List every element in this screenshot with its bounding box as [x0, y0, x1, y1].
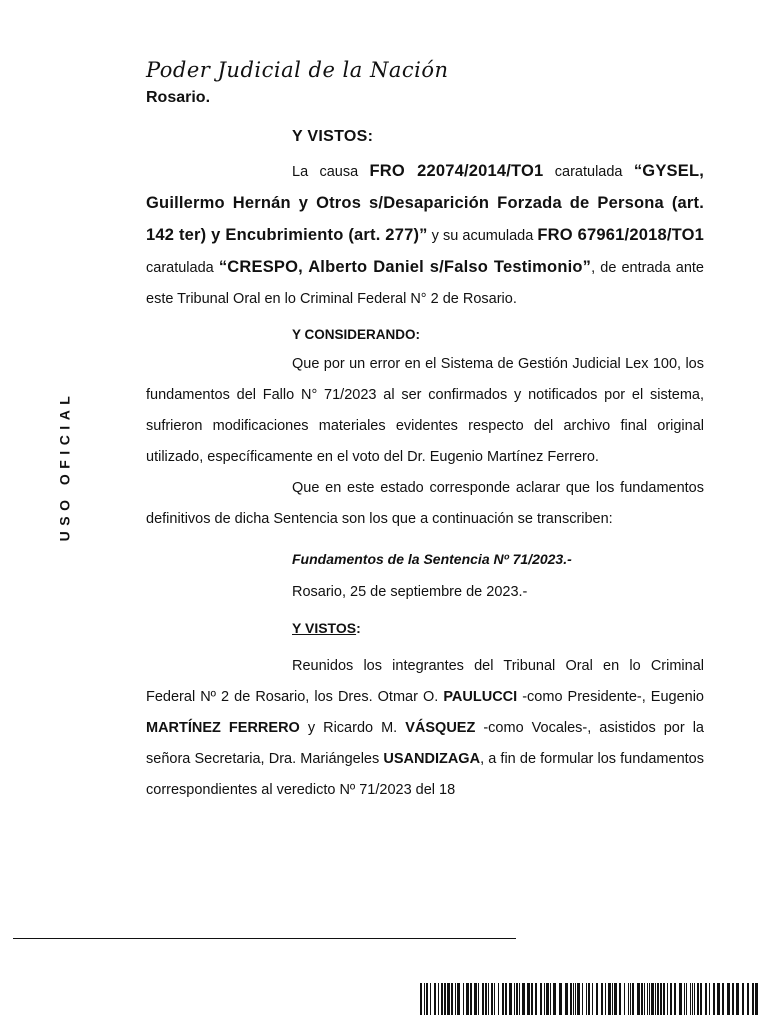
paragraph-aclarar: Que en este estado corresponde aclarar que los fundamentos definitivos de dicha Sentencia son los que a continuación se transcriben:: [146, 480, 704, 527]
secretary-name: USANDIZAGA: [383, 751, 481, 767]
text-run: , a fin de formular los fundamentos correspondientes al veredicto Nº 71/2023 del 18: [146, 751, 704, 798]
city-header: Rosario.: [146, 89, 211, 106]
case-number-2: FRO 67961/2018/TO1: [537, 226, 704, 244]
judge-name: MARTÍNEZ FERRERO: [146, 720, 300, 736]
document-body: [146, 128, 704, 806]
vistos-subheading-colon: :: [356, 620, 361, 636]
text-run: , de entrada ante este Tribunal Oral en lo Criminal Federal N° 2 de Rosario.: [146, 260, 704, 307]
text-run: y Ricardo M.: [299, 720, 406, 736]
judge-name: PAULUCCI: [443, 689, 518, 705]
vistos-subheading-text: Y VISTOS: [292, 620, 357, 636]
text-run: y su acumulada: [427, 228, 538, 244]
considerando-heading: Y CONSIDERANDO:: [292, 327, 421, 342]
vistos-subheading: [292, 620, 704, 636]
paragraph-causa: [146, 156, 704, 315]
vistos-heading: Y VISTOS:: [292, 128, 374, 145]
text-run: caratulada: [543, 164, 634, 180]
case-title-2: “CRESPO, Alberto Daniel s/Falso Testimonio”: [218, 258, 592, 276]
case-number-1: FRO 22074/2014/TO1: [369, 162, 544, 180]
fundamentos-heading: Fundamentos de la Sentencia Nº 71/2023.-: [292, 551, 572, 567]
paragraph-error: Que por un error en el Sistema de Gestión Judicial Lex 100, los fundamentos del Fallo N° 71/2023 al ser confirmados y notificados por el sistema, sufrieron modificaciones materiales evidentes respecto del archivo final original utilizado, específicamente en el voto del Dr. Eugenio Martínez Ferrero.: [146, 356, 704, 465]
text-run: Reunidos los integrantes del Tribunal Oral en lo Criminal Federal Nº 2 de Rosario, los Dres. Otmar O.: [146, 658, 704, 705]
case-title-1: “GYSEL, Guillermo Hernán y Otros s/Desaparición Forzada de Persona (art. 142 ter) y Encubrimiento (art. 277)”: [146, 162, 705, 244]
text-run: caratulada: [146, 260, 219, 276]
footer-divider: [13, 938, 516, 939]
paragraph-reunidos: [146, 651, 704, 806]
barcode-icon: [420, 983, 760, 1015]
text-run: La causa: [292, 164, 370, 180]
institution-header: Poder Judicial de la Nación: [146, 58, 449, 82]
official-use-stamp: [49, 388, 79, 543]
text-run: -como Vocales-, asistidos por la señora Secretaria, Dra. Mariángeles: [146, 720, 705, 767]
date-line: Rosario, 25 de septiembre de 2023.-: [292, 584, 528, 600]
official-use-stamp-text: USO OFICIAL: [56, 390, 73, 541]
text-run: -como Presidente-, Eugenio: [517, 689, 704, 705]
judge-name: VÁSQUEZ: [405, 720, 476, 736]
